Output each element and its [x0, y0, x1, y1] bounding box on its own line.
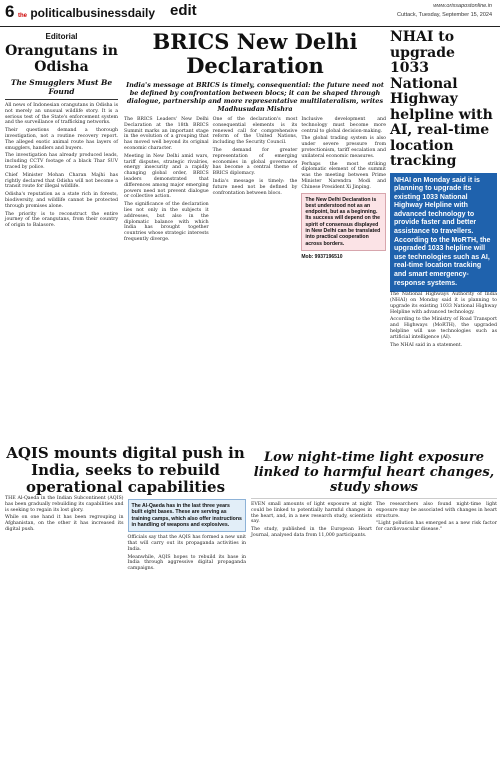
page-number: 6 [5, 2, 15, 21]
editorial-subtitle: The Smugglers Must Be Found [10, 78, 113, 96]
editorial-column [5, 32, 118, 231]
light-paragraph: "Light pollution has emerged as a new risk factor for cardiovascular disease." [376, 521, 497, 533]
aqis-paragraph: THE Al-Qaeda in the Indian Subcontinent (AQIS) has been gradually rebuilding its capabilities and is seeking to regain its lost glory. [5, 496, 124, 513]
lead-paragraph: India's message is timely: the future need not be defined by confrontation between blocs. [212, 178, 298, 196]
aqis-article [5, 445, 246, 574]
nhai-headline: NHAI to upgrade 1033 National Highway helpline with AI, real-time location tracking [390, 29, 493, 169]
aqis-column-2 [128, 496, 247, 574]
lead-headline: BRICS New Delhi Declaration [152, 29, 358, 78]
divider [5, 99, 118, 100]
editorial-kicker: Editorial [45, 32, 78, 41]
pull-quote: The New Delhi Declaration is best understood not as an endpoint, but as a beginning. Its success will depend on the spirit of consensus displayed in New Delhi can be translated into practical cooperation across borders. [301, 193, 386, 251]
editorial-paragraph: The investigation has already produced leads, including CCTV footage of a black Thar SUV traced by police. [5, 153, 118, 170]
light-column-2 [376, 502, 497, 541]
aqis-column-1 [5, 496, 124, 574]
editorial-paragraph: Chief Minister Mohan Charan Majhi has rightly declared that Odisha will not become a transit route for illegal wildlife. [5, 172, 118, 190]
aqis-highlight-box: The Al-Qaeda has in the last three years built eight bases. These are serving as training camps, which also offer instructions in handling of weapons and explosives. [128, 499, 247, 532]
section-label: edit [170, 2, 197, 19]
editorial-paragraph: The priority is to reconstruct the entire journey of the orangutans, from their country of origin to Balasore. [5, 211, 118, 229]
nhai-paragraph: According to the Ministry of Road Transport and Highways (MoRTH), the upgraded helpline will use technologies such as artificial intelligence (AI). [390, 317, 497, 340]
lead-paragraph: Inclusive development and technology must become more central to global decision-making. [301, 117, 387, 134]
editorial-title: Orangutans in Odisha [5, 43, 118, 75]
lead-paragraph: The demand for greater representation of emerging economies in global governance has become a central theme of BRICS diplomacy. [212, 147, 298, 177]
aqis-paragraph: Officials say that the AQIS has formed a new unit that will carry out its propaganda activities in India. [127, 535, 246, 552]
lead-paragraph: Perhaps the most striking diplomatic element of the summit was the meeting between Prime Minister Narendra Modi and Chinese President Xi Jinping. [301, 161, 387, 190]
editorial-paragraph: Their questions demand a thorough investigation, not a routine recovery report. The alleged exotic animal route has layers of smugglers, handlers and buyers. [5, 128, 118, 151]
light-paragraph: EVEN small amounts of light exposure at night could be linked to potentially harmful changes in the heart, and, in a new research study, scientists say. [251, 502, 372, 525]
page-header [0, 0, 500, 27]
website-link[interactable]: www.orissapostonline.in [433, 3, 492, 9]
light-column-1 [251, 502, 372, 541]
divider [251, 498, 497, 499]
nhai-article [390, 30, 497, 350]
lead-paragraph: One of the declaration's most consequential elements is its renewed call for comprehensive reform of the United Nations, including the Security Council. [212, 117, 298, 146]
light-paragraph: The study, published in the European Heart Journal, analysed data from 11,000 participants. [251, 527, 372, 538]
lead-article [124, 30, 386, 260]
lead-column-1 [124, 117, 209, 260]
author-contact: Mob: 9937196510 [301, 253, 343, 260]
light-paragraph: The researchers also found night-time light exposure may be associated with changes in heart structure. [376, 502, 497, 519]
lead-column-2 [213, 117, 298, 260]
lead-paragraph: Meeting in New Delhi amid wars, tariff disputes, strategic rivalries, energy insecurity and a rapidly changing global order, BRICS leaders demonstrated that differences among major emerging powers need not prevent dialogue or collective action. [124, 153, 209, 200]
nhai-paragraph: The National Highways Authority of India (NHAI) on Monday said it is planning to upgrade its existing 1033 National Highway Helpline with advanced technology. [390, 292, 497, 315]
masthead: the politicalbusinessdaily [18, 6, 156, 20]
nhai-paragraph: The NHAI said in a statement. [390, 342, 463, 348]
lead-deck: India's message at BRICS is timely, consequential: the future need not be defined by confrontation between blocs; it can be shaped through dialogue, partnership and more representative multilateralism, writes Madhusudan Mishra [126, 81, 384, 113]
lead-paragraph: The significance of the declaration lies not only in the subjects it addresses, but also in the diplomatic balance with which India has brought together countries whose strategic interests frequently diverge. [124, 202, 209, 242]
lead-column-3 [301, 117, 386, 260]
light-headline: Low night-time light exposure linked to harmful heart changes, study shows [253, 450, 495, 495]
aqis-paragraph: Meanwhile, AQIS hopes to rebuild its base in India through aggressive digital propaganda campaigns. [127, 554, 246, 572]
date-line: Cuttack, Tuesday, September 15, 2024 [397, 12, 492, 18]
light-article [251, 450, 497, 541]
aqis-headline: AQIS mounts digital push in India, seeks to rebuild operational capabilities [6, 444, 245, 496]
lead-paragraph: The BRICS Leaders' New Delhi Declaration at the 18th BRICS Summit marks an important stage in the evolution of a grouping that has moved well beyond its original economic character. [124, 117, 209, 151]
aqis-paragraph: While on one hand it has been regrouping in Afghanistan, on the other it has increased its digital push. [5, 515, 124, 532]
nhai-highlight-box: NHAI on Monday said it is planning to upgrade its existing 1033 National Highway Helpline with advanced technology to provide faster and better assistance to travellers. According to the MoRTH, the upgraded 1033 helpline will use technologies such as AI, real-time location tracking and smart emergency-response systems. [390, 173, 497, 293]
lead-paragraph: The global trading system is also under severe pressure from protectionism, tariff escalation and unilateral economic measures. [301, 136, 387, 159]
editorial-paragraph: Odisha's reputation as a state rich in forests, biodiversity, and wildlife cannot be protected through promises alone. [5, 192, 118, 209]
editorial-paragraph: All news of Indonesian orangutans in Odisha is not merely an unusual wildlife story. It is a serious test of the State's enforcement system and the surveillance of trafficking networks. [5, 103, 118, 126]
